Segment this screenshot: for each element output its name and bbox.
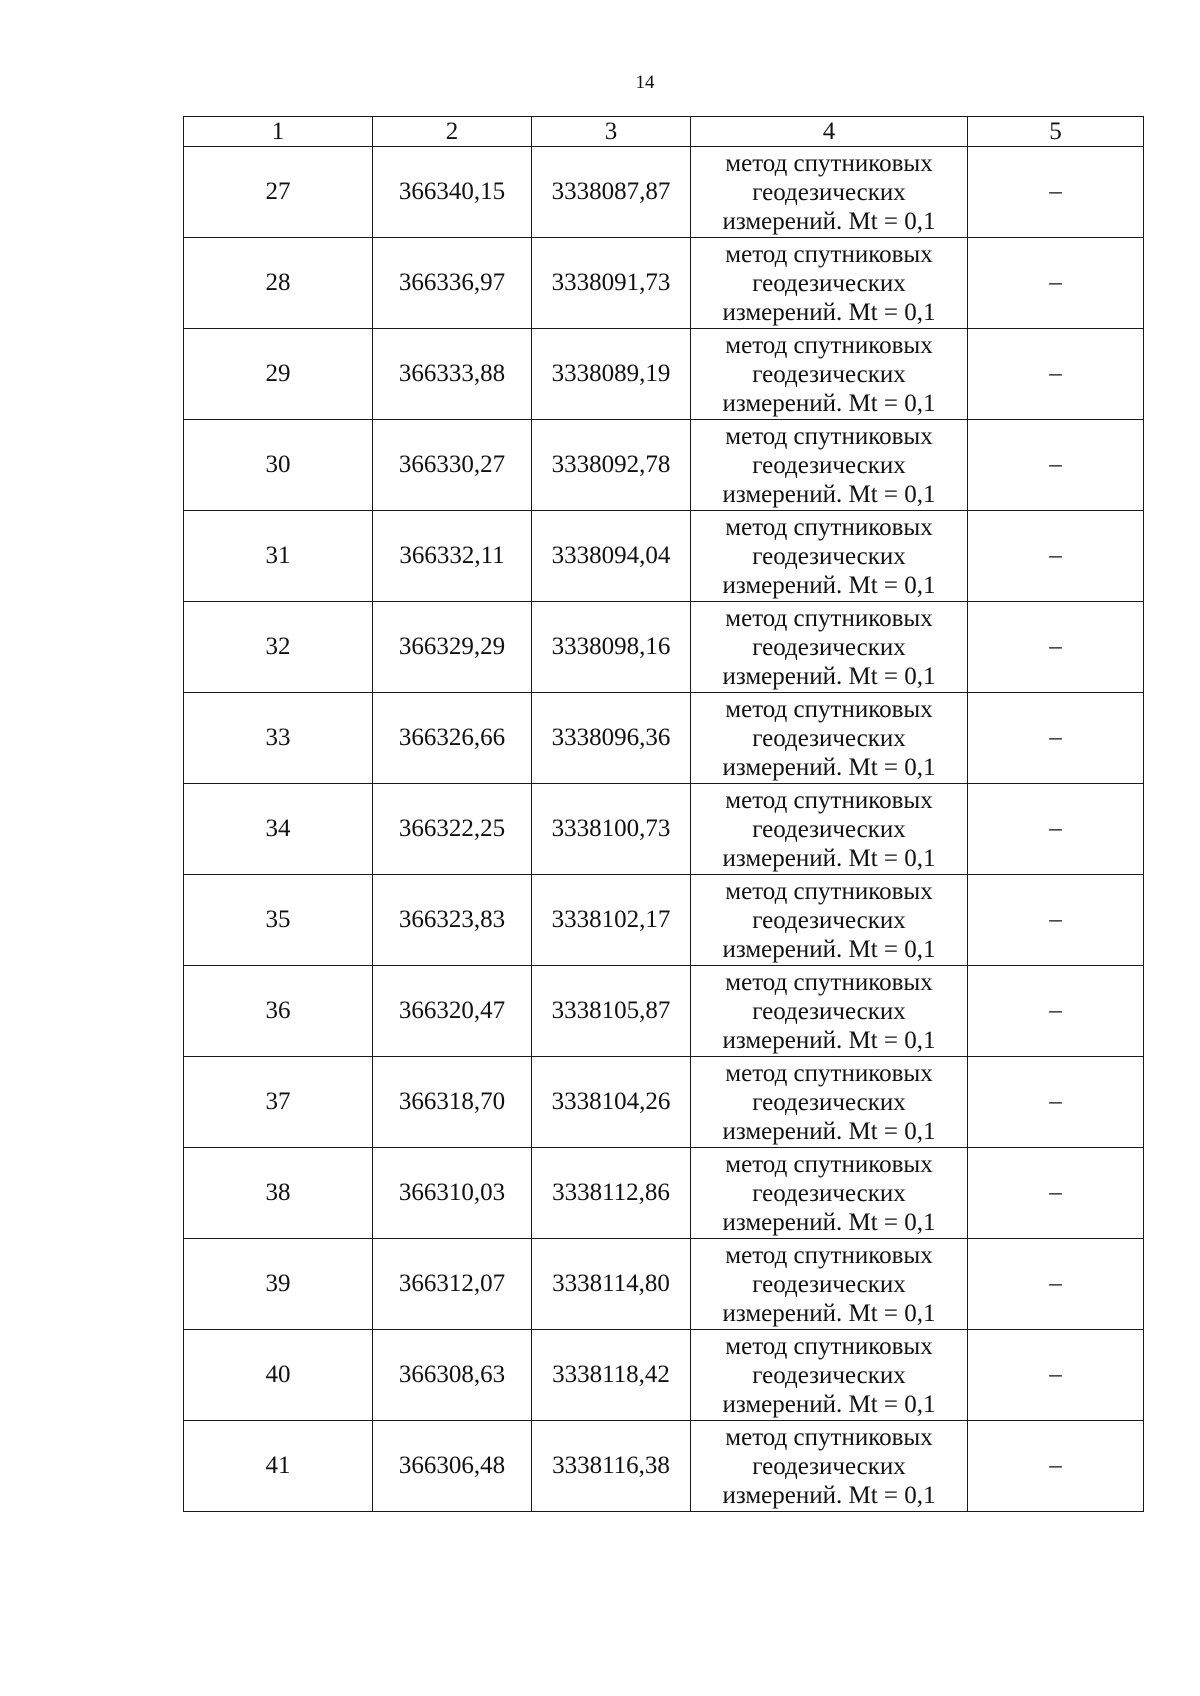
y-coordinate-cell: 3338118,42 xyxy=(532,1330,691,1421)
y-coordinate-cell: 3338105,87 xyxy=(532,966,691,1057)
y-coordinate-cell: 3338114,80 xyxy=(532,1239,691,1330)
point-number-cell: 36 xyxy=(184,966,373,1057)
x-coordinate-cell: 366322,25 xyxy=(373,784,532,875)
table-row xyxy=(184,1421,1144,1512)
point-number-cell: 41 xyxy=(184,1421,373,1512)
y-coordinate-cell: 3338092,78 xyxy=(532,420,691,511)
x-coordinate-cell: 366310,03 xyxy=(373,1148,532,1239)
note-cell: – xyxy=(968,602,1144,693)
note-cell: – xyxy=(968,693,1144,784)
y-coordinate-cell: 3338116,38 xyxy=(532,1421,691,1512)
point-number-cell: 30 xyxy=(184,420,373,511)
y-coordinate-cell: 3338091,73 xyxy=(532,238,691,329)
note-cell: – xyxy=(968,1239,1144,1330)
method-cell: метод спутниковых геодезических измерений. Mt = 0,1 xyxy=(691,420,968,511)
x-coordinate-cell: 366329,29 xyxy=(373,602,532,693)
table-body xyxy=(184,147,1144,1512)
y-coordinate-cell: 3338089,19 xyxy=(532,329,691,420)
table-row xyxy=(184,693,1144,784)
note-cell: – xyxy=(968,1421,1144,1512)
coordinates-table xyxy=(183,116,1144,1512)
table-row xyxy=(184,1148,1144,1239)
y-coordinate-cell: 3338112,86 xyxy=(532,1148,691,1239)
note-cell: – xyxy=(968,329,1144,420)
y-coordinate-cell: 3338096,36 xyxy=(532,693,691,784)
y-coordinate-cell: 3338087,87 xyxy=(532,147,691,238)
point-number-cell: 40 xyxy=(184,1330,373,1421)
table-row xyxy=(184,602,1144,693)
x-coordinate-cell: 366323,83 xyxy=(373,875,532,966)
column-header-1: 1 xyxy=(184,117,373,147)
note-cell: – xyxy=(968,147,1144,238)
column-header-4: 4 xyxy=(691,117,968,147)
method-cell: метод спутниковых геодезических измерений. Mt = 0,1 xyxy=(691,329,968,420)
table-row xyxy=(184,511,1144,602)
table-header xyxy=(184,117,1144,147)
x-coordinate-cell: 366306,48 xyxy=(373,1421,532,1512)
x-coordinate-cell: 366332,11 xyxy=(373,511,532,602)
table-row xyxy=(184,784,1144,875)
table-row xyxy=(184,1057,1144,1148)
method-cell: метод спутниковых геодезических измерений. Mt = 0,1 xyxy=(691,1421,968,1512)
header-row xyxy=(184,117,1144,147)
note-cell: – xyxy=(968,511,1144,602)
point-number-cell: 29 xyxy=(184,329,373,420)
table-row xyxy=(184,1330,1144,1421)
note-cell: – xyxy=(968,1330,1144,1421)
note-cell: – xyxy=(968,966,1144,1057)
x-coordinate-cell: 366318,70 xyxy=(373,1057,532,1148)
method-cell: метод спутниковых геодезических измерений. Mt = 0,1 xyxy=(691,784,968,875)
x-coordinate-cell: 366330,27 xyxy=(373,420,532,511)
method-cell: метод спутниковых геодезических измерений. Mt = 0,1 xyxy=(691,1057,968,1148)
point-number-cell: 34 xyxy=(184,784,373,875)
point-number-cell: 32 xyxy=(184,602,373,693)
x-coordinate-cell: 366326,66 xyxy=(373,693,532,784)
table-row xyxy=(184,1239,1144,1330)
note-cell: – xyxy=(968,784,1144,875)
table-row xyxy=(184,966,1144,1057)
note-cell: – xyxy=(968,875,1144,966)
point-number-cell: 33 xyxy=(184,693,373,784)
column-header-5: 5 xyxy=(968,117,1144,147)
method-cell: метод спутниковых геодезических измерений. Mt = 0,1 xyxy=(691,511,968,602)
y-coordinate-cell: 3338104,26 xyxy=(532,1057,691,1148)
x-coordinate-cell: 366340,15 xyxy=(373,147,532,238)
point-number-cell: 31 xyxy=(184,511,373,602)
table-row xyxy=(184,238,1144,329)
point-number-cell: 37 xyxy=(184,1057,373,1148)
note-cell: – xyxy=(968,420,1144,511)
table-row xyxy=(184,420,1144,511)
method-cell: метод спутниковых геодезических измерений. Mt = 0,1 xyxy=(691,1239,968,1330)
method-cell: метод спутниковых геодезических измерений. Mt = 0,1 xyxy=(691,1330,968,1421)
y-coordinate-cell: 3338100,73 xyxy=(532,784,691,875)
point-number-cell: 38 xyxy=(184,1148,373,1239)
x-coordinate-cell: 366312,07 xyxy=(373,1239,532,1330)
point-number-cell: 39 xyxy=(184,1239,373,1330)
method-cell: метод спутниковых геодезических измерений. Mt = 0,1 xyxy=(691,147,968,238)
table-row xyxy=(184,329,1144,420)
point-number-cell: 35 xyxy=(184,875,373,966)
method-cell: метод спутниковых геодезических измерений. Mt = 0,1 xyxy=(691,238,968,329)
method-cell: метод спутниковых геодезических измерений. Mt = 0,1 xyxy=(691,875,968,966)
method-cell: метод спутниковых геодезических измерений. Mt = 0,1 xyxy=(691,602,968,693)
column-header-2: 2 xyxy=(373,117,532,147)
method-cell: метод спутниковых геодезических измерений. Mt = 0,1 xyxy=(691,1148,968,1239)
method-cell: метод спутниковых геодезических измерений. Mt = 0,1 xyxy=(691,693,968,784)
point-number-cell: 28 xyxy=(184,238,373,329)
x-coordinate-cell: 366333,88 xyxy=(373,329,532,420)
x-coordinate-cell: 366308,63 xyxy=(373,1330,532,1421)
page-number: 14 xyxy=(635,72,655,93)
method-cell: метод спутниковых геодезических измерений. Mt = 0,1 xyxy=(691,966,968,1057)
x-coordinate-cell: 366320,47 xyxy=(373,966,532,1057)
table-row xyxy=(184,147,1144,238)
note-cell: – xyxy=(968,1057,1144,1148)
y-coordinate-cell: 3338094,04 xyxy=(532,511,691,602)
y-coordinate-cell: 3338098,16 xyxy=(532,602,691,693)
x-coordinate-cell: 366336,97 xyxy=(373,238,532,329)
column-header-3: 3 xyxy=(532,117,691,147)
note-cell: – xyxy=(968,238,1144,329)
point-number-cell: 27 xyxy=(184,147,373,238)
table-row xyxy=(184,875,1144,966)
note-cell: – xyxy=(968,1148,1144,1239)
y-coordinate-cell: 3338102,17 xyxy=(532,875,691,966)
